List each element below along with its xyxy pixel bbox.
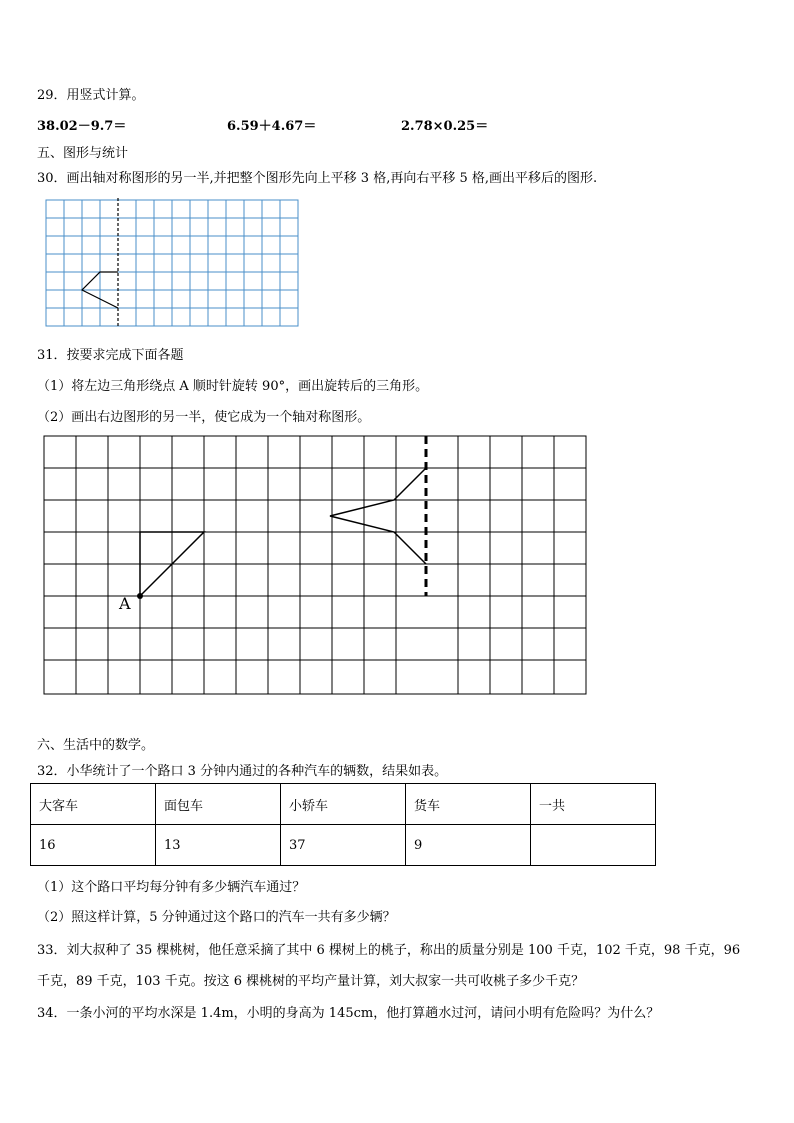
q30-grid-lines — [46, 200, 298, 326]
table-row — [31, 825, 656, 866]
table-cell: 37 — [281, 825, 406, 866]
q29-expression-3: 2.78×0.25＝ — [401, 119, 489, 134]
table-header-row — [31, 784, 656, 825]
q31-title: 31．按要求完成下面各题 — [37, 348, 184, 363]
table-header-cell: 一共 — [531, 784, 656, 825]
section-5-heading: 五、图形与统计 — [37, 146, 129, 161]
q32-part1: （1）这个路口平均每分钟有多少辆汽车通过？ — [37, 880, 306, 895]
table-cell: 16 — [31, 825, 156, 866]
section-6-heading: 六、生活中的数学。 — [37, 738, 155, 753]
q32-table — [30, 783, 656, 866]
q31-half-shape — [330, 468, 426, 564]
q34-text: 34．一条小河的平均水深是 1.4m，小明的身高为 145cm，他打算趟水过河，请问小明有危险吗？为什么？ — [37, 1006, 660, 1021]
q31-part1: （1）将左边三角形绕点 A 顺时针旋转 90°，画出旋转后的三角形。 — [37, 379, 429, 394]
q31-grid-figure — [42, 434, 588, 696]
q29-expression-2: 6.59＋4.67＝ — [227, 119, 317, 134]
q30-grid-figure — [44, 198, 300, 328]
table-header-cell: 大客车 — [31, 784, 156, 825]
table-cell-total-blank[interactable] — [531, 825, 656, 866]
q29-expression-1: 38.02－9.7＝ — [37, 119, 127, 134]
q32-text: 32．小华统计了一个路口 3 分钟内通过的各种汽车的辆数，结果如表。 — [37, 764, 448, 779]
q33-line2: 千克，89 千克，103 千克。按这 6 棵桃树的平均产量计算，刘大叔家一共可收桃子多少千克？ — [37, 974, 585, 989]
q31-grid-lines — [44, 436, 586, 694]
table-header-cell: 面包车 — [156, 784, 281, 825]
q31-part2: （2）画出右边图形的另一半，使它成为一个轴对称图形。 — [37, 410, 371, 425]
table-cell: 9 — [406, 825, 531, 866]
q30-text: 30．画出轴对称图形的另一半,并把整个图形先向上平移 3 格,再向右平移 5 格,画出平移后的图形. — [37, 171, 598, 186]
table-header-cell: 货车 — [406, 784, 531, 825]
point-a-label: A — [119, 594, 131, 613]
q33-line1: 33．刘大叔种了 35 棵桃树，他任意采摘了其中 6 棵树上的桃子，称出的质量分别是 100 千克，102 千克，98 千克，96 — [37, 943, 741, 958]
q32-part2: （2）照这样计算，5 分钟通过这个路口的汽车一共有多少辆？ — [37, 910, 396, 925]
q31-point-a — [137, 593, 143, 599]
q29-title: 29．用竖式计算。 — [37, 88, 145, 103]
table-header-cell: 小轿车 — [281, 784, 406, 825]
table-cell: 13 — [156, 825, 281, 866]
